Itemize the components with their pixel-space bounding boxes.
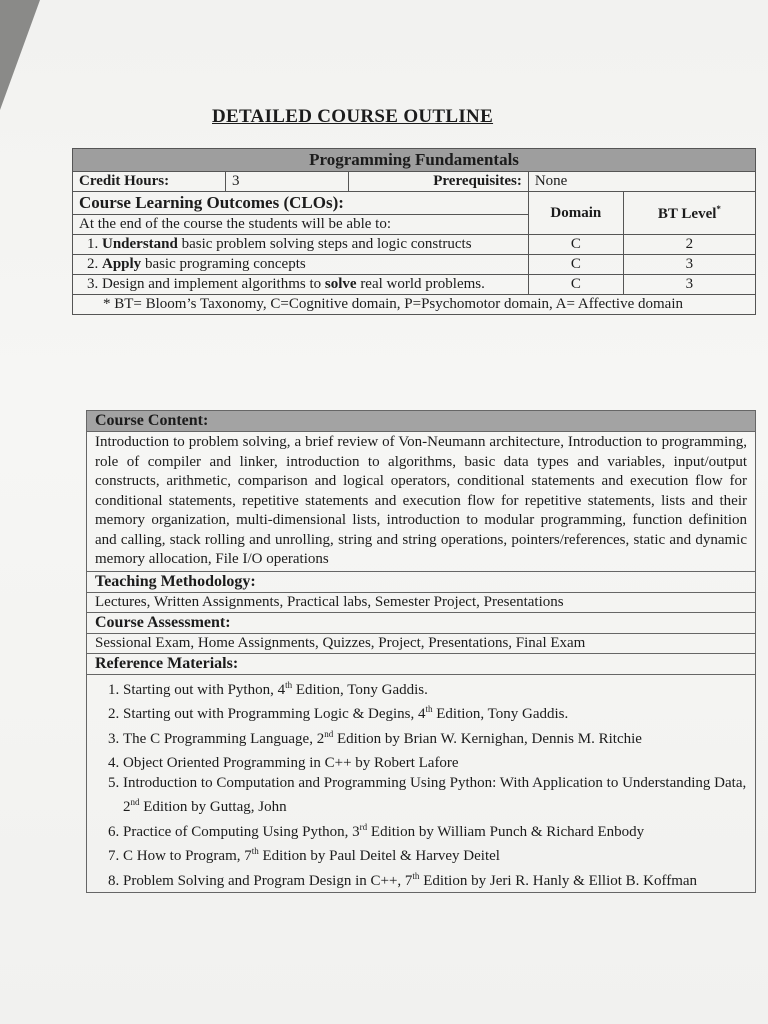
teaching-methodology-text: Lectures, Written Assignments, Practical labs, Semester Project, Presentations xyxy=(87,592,756,612)
clo-heading: Course Learning Outcomes (CLOs): xyxy=(73,192,529,215)
page-corner-shadow xyxy=(0,0,40,110)
reference-item: 7. C How to Program, 7th Edition by Paul Deitel & Harvey Deitel xyxy=(123,842,747,867)
clo-row xyxy=(73,255,756,275)
clo-row xyxy=(73,235,756,255)
course-assessment-text: Sessional Exam, Home Assignments, Quizzes, Project, Presentations, Final Exam xyxy=(87,633,756,653)
reference-item: 3. The C Programming Language, 2nd Edition by Brian W. Kernighan, Dennis M. Ritchie xyxy=(123,725,747,750)
credit-hours-value: 3 xyxy=(226,172,349,192)
domain-header: Domain xyxy=(528,192,623,235)
clo-2: 2. Apply basic programing concepts xyxy=(73,255,529,275)
reference-item: 4. Object Oriented Programming in C++ by Robert Lafore xyxy=(123,749,747,774)
reference-item: 2. Starting out with Programming Logic & Degins, 4th Edition, Tony Gaddis. xyxy=(123,700,747,725)
document-title: DETAILED COURSE OUTLINE xyxy=(212,106,494,127)
bt-footnote: * BT= Bloom’s Taxonomy, C=Cognitive domain, P=Psychomotor domain, A= Affective domain xyxy=(73,295,756,315)
reference-item: 8. Problem Solving and Program Design in C++, 7th Edition by Jeri R. Hanly & Elliot B. Koffman xyxy=(123,867,747,892)
clo-2-domain: C xyxy=(528,255,623,275)
reference-item: 1. Starting out with Python, 4th Edition, Tony Gaddis. xyxy=(123,676,747,701)
clo-2-bt: 3 xyxy=(623,255,755,275)
clo-3-bt: 3 xyxy=(623,275,755,295)
reference-list-cell xyxy=(87,674,756,893)
prerequisites-value: None xyxy=(528,172,755,192)
bt-level-header: BT Level* xyxy=(623,192,755,235)
clo-1-bt: 2 xyxy=(623,235,755,255)
clo-3: 3. Design and implement algorithms to solve real world problems. xyxy=(73,275,529,295)
clo-intro: At the end of the course the students will be able to: xyxy=(73,215,529,235)
reference-materials-heading: Reference Materials: xyxy=(87,653,756,674)
course-content-heading: Course Content: xyxy=(87,411,756,432)
clo-3-domain: C xyxy=(528,275,623,295)
reference-list xyxy=(95,676,747,892)
reference-item: 6. Practice of Computing Using Python, 3rd Edition by William Punch & Richard Enbody xyxy=(123,818,747,843)
course-name: Programming Fundamentals xyxy=(73,149,756,172)
prerequisites-label: Prerequisites: xyxy=(349,172,529,192)
course-info-table xyxy=(72,148,756,315)
course-content-table xyxy=(86,410,756,893)
clo-1-domain: C xyxy=(528,235,623,255)
clo-1: 1. Understand basic problem solving steps and logic constructs xyxy=(73,235,529,255)
teaching-methodology-heading: Teaching Methodology: xyxy=(87,571,756,592)
credit-hours-label: Credit Hours: xyxy=(73,172,226,192)
reference-item: 5. Introduction to Computation and Programming Using Python: With Application to Understanding Data, 2nd Edition by Guttag, John xyxy=(123,774,747,818)
clo-row xyxy=(73,275,756,295)
course-assessment-heading: Course Assessment: xyxy=(87,612,756,633)
course-content-text: Introduction to problem solving, a brief review of Von-Neumann architecture, Introduction to programming, role of compiler and linker, introduction to algorithms, basic data types and variables, input/output constructs, arithmetic, comparison and logical operators, conditional statements and execution flow for conditional statements, repetitive statements and execution flow for repetitive statements, lists and their memory organization, multi-dimensional lists, introduction to modular programming, function definition and calling, stack rolling and unrolling, string and string operations, pointers/references, static and dynamic memory allocation, File I/O operations xyxy=(87,432,756,572)
